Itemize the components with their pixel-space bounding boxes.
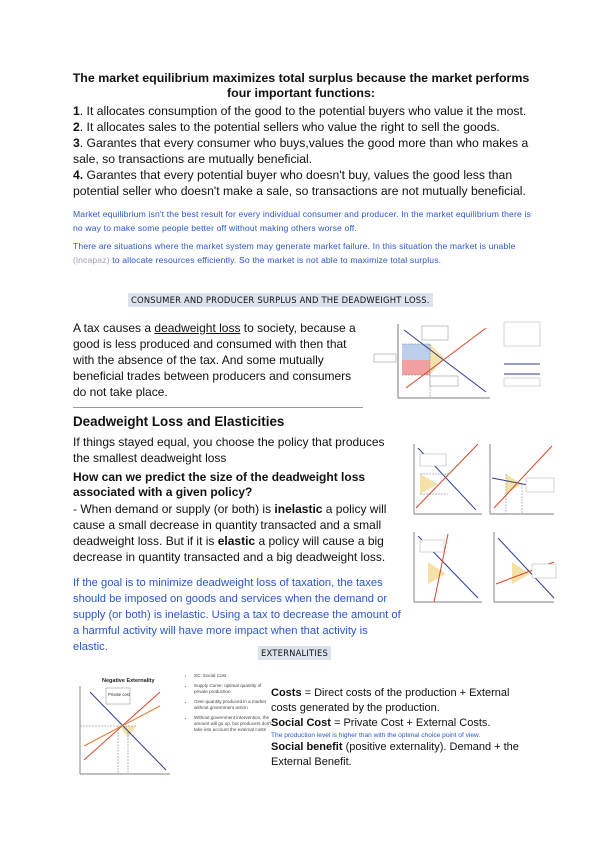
externality-bullets — [185, 673, 274, 733]
bullet-item: • Without government intervention, the amount will go up, but producers don't take into account the external costs — [194, 715, 274, 733]
page-title: The market equilibrium maximizes total surplus because the market performs four important functions: — [72, 71, 530, 100]
diagram-elastic-supply — [494, 532, 556, 602]
chart-private-cost-label: Private cost — [108, 692, 130, 697]
policy-intro: If things stayed equal, you choose the policy that produces the smallest deadweight loss — [73, 435, 385, 465]
chart-title: Negative Externality — [102, 678, 155, 684]
function-item: 1. It allocates consumption of the good to the potential buyers who value it the most. — [73, 104, 527, 118]
bullet-item: • Supply Curve: optimal quantity of private production — [194, 683, 274, 695]
divider — [73, 407, 363, 408]
section-header-externalities: EXTERNALITIES — [258, 646, 331, 660]
bullet-item: • Over-quantity produced in a market without government action — [194, 699, 274, 711]
functions-list — [73, 103, 533, 199]
section-header-surplus: CONSUMER AND PRODUCER SURPLUS AND THE DEADWEIGHT LOSS. — [128, 293, 433, 307]
function-item: 2. It allocates sales to the potential sellers who value the right to sell the goods. — [73, 120, 500, 134]
question-text: How can we predict the size of the deadweight loss associated with a given policy? — [73, 470, 366, 499]
function-item: 4. Garantes that every potential buyer who doesn't buy, values the good less than potential seller who doesn't make a sale, so transactions are not mutually beneficial. — [73, 168, 526, 198]
function-item: 3. Garantes that every consumer who buys,values the good more than who makes a sale, so transactions are mutually beneficial. — [73, 136, 529, 166]
diagram-inelastic-supply — [414, 532, 482, 602]
elasticity-diagrams — [408, 438, 558, 610]
negative-externality-chart — [60, 670, 180, 788]
market-equilibrium-note: Market equilibrium isn't the best result for every individual consumer and producer. In the market equilibrium there is no way to make some people better off without making others worse off. — [73, 209, 531, 233]
bullet-item: • SC: Social Cost — [194, 673, 274, 679]
social-cost-definition: Social Cost = Private Cost + External Costs. — [271, 717, 491, 729]
diagram-elastic-demand — [490, 444, 554, 514]
tax-deadweight-diagram — [370, 318, 545, 410]
deadweight-loss-text: A tax causes a deadweight loss to society, because a good is less produced and consumed with then that with the absence of the tax. And some mutually beneficial trades between producers and consumers do not take place. — [73, 321, 356, 399]
production-level-note: The production level is higher than with the optimal choice point of view. — [271, 732, 481, 739]
diagram-inelastic-demand — [414, 444, 482, 514]
market-failure-note: There are situations where the market system may generate market failure. In this situation the market is unable (incapaz) to allocate resources efficiently. So the market is not able to maximize total surplus. — [73, 241, 516, 265]
social-benefit-definition: Social benefit (positive externality). Demand + the External Benefit. — [271, 741, 519, 768]
section-heading-elasticities: Deadweight Loss and Elasticities — [73, 414, 285, 429]
costs-definition: Costs = Direct costs of the production + External costs generated by the production. — [271, 687, 510, 714]
elasticity-answer: - When demand or supply (or both) is inelastic a policy will cause a small decrease in quantity transacted and a small deadweight loss. But if it is elastic a policy will cause a big decrease in quantity transacted and a big deadweight loss. — [73, 502, 387, 564]
goal-note: If the goal is to minimize deadweight loss of taxation, the taxes should be imposed on goods and services when the demand or supply (or both) is inelastic. Using a tax to decrease the amount of a harmful activity will have more impact when that activity is elastic. — [73, 577, 401, 653]
